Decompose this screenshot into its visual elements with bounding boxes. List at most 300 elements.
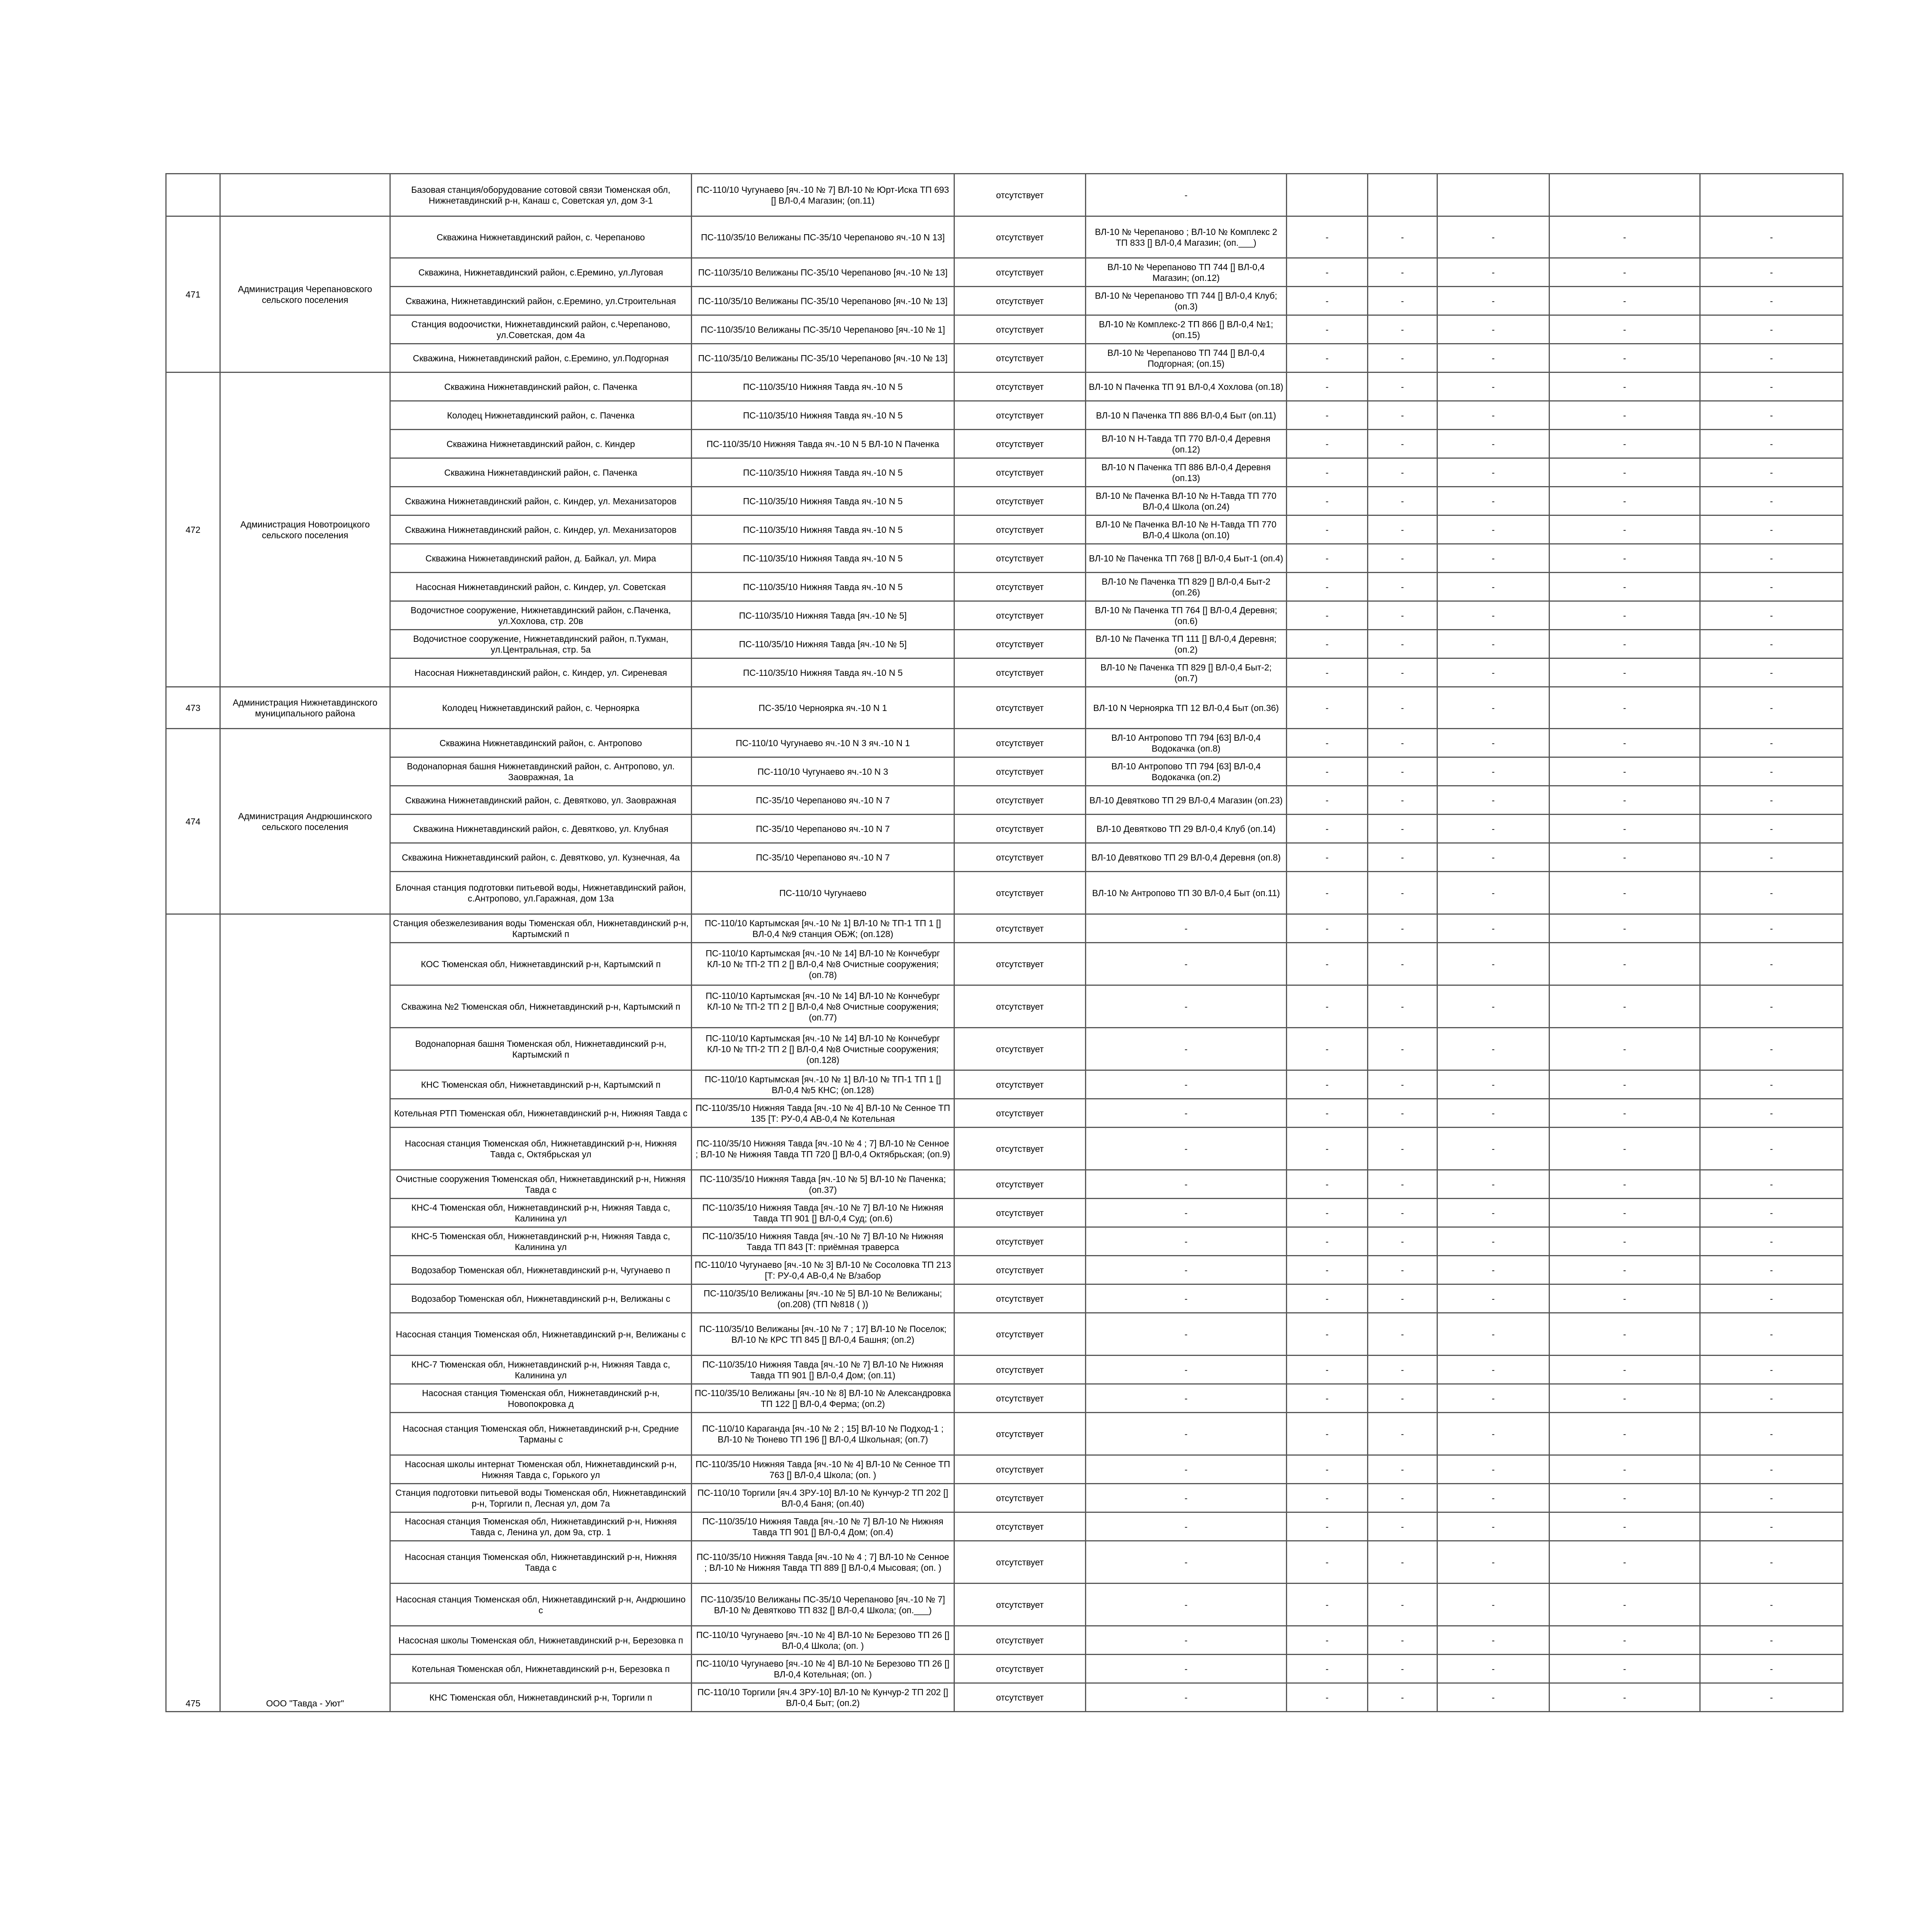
col9-cell: - [1700, 1512, 1843, 1541]
col8-cell: - [1549, 786, 1700, 815]
col7-cell: - [1437, 1455, 1549, 1484]
status-cell: отсутствует [954, 943, 1086, 985]
object-cell: Скважина Нижнетавдинский район, с. Девятково, ул. Клубная [390, 815, 692, 843]
col9-cell: - [1700, 1413, 1843, 1455]
status-cell: отсутствует [954, 515, 1086, 544]
table-row [166, 601, 1843, 630]
col6-cell: - [1368, 344, 1437, 373]
status-cell: отсутствует [954, 1284, 1086, 1313]
col6-cell: - [1368, 1626, 1437, 1655]
col8-cell: - [1549, 1128, 1700, 1170]
status-cell: отсутствует [954, 458, 1086, 487]
line-cell: - [1086, 1256, 1287, 1284]
supply-source-cell: ПС-110/10 Картымская [яч.-10 № 14] ВЛ-10 № Кончебург КЛ-10 № ТП-2 ТП 2 [] ВЛ-0,4 №8 Очистные сооружения; (оп.128) [692, 1028, 954, 1070]
col9-cell: - [1700, 1484, 1843, 1512]
object-cell: Скважина Нижнетавдинский район, с. Паченка [390, 458, 692, 487]
line-cell: ВЛ-10 № Черепаново ; ВЛ-10 № Комплекс 2 ТП 833 [] ВЛ-0,4 Магазин; (оп.___) [1086, 216, 1287, 258]
line-cell: - [1086, 1683, 1287, 1712]
object-cell: Скважина Нижнетавдинский район, с. Киндер, ул. Механизаторов [390, 487, 692, 515]
col6-cell: - [1368, 914, 1437, 943]
col5-cell: - [1287, 258, 1368, 287]
col7-cell: - [1437, 943, 1549, 985]
col8-cell: - [1549, 1384, 1700, 1413]
supply-source-cell: ПС-110/35/10 Нижняя Тавда яч.-10 N 5 [692, 458, 954, 487]
col8-cell: - [1549, 1227, 1700, 1256]
line-cell: ВЛ-10 N Н-Тавда ТП 770 ВЛ-0,4 Деревня (оп.12) [1086, 430, 1287, 458]
organization-cell: Администрация Нижнетавдинского муниципального района [220, 687, 390, 729]
col7-cell: - [1437, 687, 1549, 729]
table-row [166, 1199, 1843, 1227]
col6-cell: - [1368, 1413, 1437, 1455]
col5-cell: - [1287, 687, 1368, 729]
col7-cell: - [1437, 1584, 1549, 1626]
col9-cell: - [1700, 287, 1843, 315]
supply-source-cell: ПС-110/10 Торгили [яч.4 ЗРУ-10] ВЛ-10 № Кунчур-2 ТП 202 [] ВЛ-0,4 Баня; (оп.40) [692, 1484, 954, 1512]
col6-cell: - [1368, 1284, 1437, 1313]
col8-cell: - [1549, 430, 1700, 458]
col5-cell: - [1287, 1655, 1368, 1683]
table-row [166, 1099, 1843, 1128]
col9-cell: - [1700, 601, 1843, 630]
col6-cell: - [1368, 786, 1437, 815]
col6-cell [1368, 174, 1437, 216]
object-cell: Скважина №2 Тюменская обл, Нижнетавдинский р-н, Картымский п [390, 985, 692, 1028]
col6-cell: - [1368, 1170, 1437, 1199]
col7-cell: - [1437, 315, 1549, 344]
line-cell: ВЛ-10 Антропово ТП 794 [63] ВЛ-0,4 Водокачка (оп.2) [1086, 757, 1287, 786]
supply-source-cell: ПС-110/35/10 Велижаны ПС-35/10 Черепаново [яч.-10 № 1] [692, 315, 954, 344]
table-row [166, 315, 1843, 344]
col7-cell: - [1437, 544, 1549, 573]
col7-cell: - [1437, 729, 1549, 757]
line-cell: ВЛ-10 № Черепаново ТП 744 [] ВЛ-0,4 Магазин; (оп.12) [1086, 258, 1287, 287]
line-cell: - [1086, 1541, 1287, 1584]
col9-cell: - [1700, 843, 1843, 872]
col5-cell: - [1287, 1170, 1368, 1199]
col6-cell: - [1368, 687, 1437, 729]
document-page [165, 173, 1842, 1712]
col8-cell: - [1549, 1683, 1700, 1712]
col8-cell: - [1549, 630, 1700, 658]
col6-cell: - [1368, 985, 1437, 1028]
col9-cell: - [1700, 729, 1843, 757]
col6-cell: - [1368, 430, 1437, 458]
object-cell: Водонапорная башня Тюменская обл, Нижнетавдинский р-н, Картымский п [390, 1028, 692, 1070]
col6-cell: - [1368, 1584, 1437, 1626]
col5-cell: - [1287, 729, 1368, 757]
object-cell: Скважина, Нижнетавдинский район, с.Еремино, ул.Подгорная [390, 344, 692, 373]
col7-cell: - [1437, 1227, 1549, 1256]
supply-source-cell: ПС-110/35/10 Нижняя Тавда [яч.-10 № 7] ВЛ-10 № Нижняя Тавда ТП 901 [] ВЛ-0,4 Суд; (оп.6) [692, 1199, 954, 1227]
col7-cell: - [1437, 1626, 1549, 1655]
object-cell: КНС-5 Тюменская обл, Нижнетавдинский р-н, Нижняя Тавда с, Калинина ул [390, 1227, 692, 1256]
status-cell: отсутствует [954, 573, 1086, 601]
status-cell: отсутствует [954, 872, 1086, 914]
col5-cell: - [1287, 458, 1368, 487]
col9-cell: - [1700, 943, 1843, 985]
col6-cell: - [1368, 373, 1437, 401]
col8-cell: - [1549, 1070, 1700, 1099]
col5-cell: - [1287, 658, 1368, 687]
col7-cell: - [1437, 373, 1549, 401]
col9-cell: - [1700, 1128, 1843, 1170]
col7-cell: - [1437, 487, 1549, 515]
col5-cell [1287, 174, 1368, 216]
table-row [166, 1356, 1843, 1384]
line-cell: - [1086, 1413, 1287, 1455]
status-cell: отсутствует [954, 1199, 1086, 1227]
col6-cell: - [1368, 1484, 1437, 1512]
col7-cell: - [1437, 658, 1549, 687]
status-cell: отсутствует [954, 1626, 1086, 1655]
col9-cell: - [1700, 1683, 1843, 1712]
table-row [166, 1512, 1843, 1541]
supply-source-cell: ПС-35/10 Черноярка яч.-10 N 1 [692, 687, 954, 729]
line-cell: - [1086, 1170, 1287, 1199]
col8-cell: - [1549, 1256, 1700, 1284]
col5-cell: - [1287, 943, 1368, 985]
col9-cell: - [1700, 1655, 1843, 1683]
col7-cell: - [1437, 1199, 1549, 1227]
status-cell: отсутствует [954, 1256, 1086, 1284]
col8-cell: - [1549, 216, 1700, 258]
col5-cell: - [1287, 1284, 1368, 1313]
col5-cell: - [1287, 601, 1368, 630]
object-cell: Котельная Тюменская обл, Нижнетавдинский р-н, Березовка п [390, 1655, 692, 1683]
object-cell: Водочистное сооружение, Нижнетавдинский район, с.Паченка, ул.Хохлова, стр. 20в [390, 601, 692, 630]
line-cell: ВЛ-10 Девятково ТП 29 ВЛ-0,4 Деревня (оп.8) [1086, 843, 1287, 872]
col7-cell: - [1437, 430, 1549, 458]
col7-cell: - [1437, 1313, 1549, 1356]
col5-cell: - [1287, 786, 1368, 815]
table-row [166, 1541, 1843, 1584]
col9-cell: - [1700, 1584, 1843, 1626]
supply-source-cell: ПС-110/35/10 Велижаны ПС-35/10 Черепаново [яч.-10 № 13] [692, 344, 954, 373]
table-row [166, 985, 1843, 1028]
object-cell: Водозабор Тюменская обл, Нижнетавдинский р-н, Чугунаево п [390, 1256, 692, 1284]
col9-cell: - [1700, 1356, 1843, 1384]
line-cell: ВЛ-10 N Паченка ТП 886 ВЛ-0,4 Быт (оп.11) [1086, 401, 1287, 430]
col5-cell: - [1287, 1356, 1368, 1384]
col5-cell: - [1287, 287, 1368, 315]
col7-cell: - [1437, 1170, 1549, 1199]
col6-cell: - [1368, 943, 1437, 985]
group-number-cell: 475 [166, 914, 220, 1712]
supply-source-cell: ПС-110/35/10 Велижаны ПС-35/10 Черепаново яч.-10 N 13] [692, 216, 954, 258]
status-cell: отсутствует [954, 815, 1086, 843]
col5-cell: - [1287, 1227, 1368, 1256]
supply-source-cell: ПС-110/35/10 Нижняя Тавда яч.-10 N 5 [692, 658, 954, 687]
col5-cell: - [1287, 872, 1368, 914]
col7-cell [1437, 174, 1549, 216]
col8-cell: - [1549, 1313, 1700, 1356]
col7-cell: - [1437, 985, 1549, 1028]
line-cell: - [1086, 1099, 1287, 1128]
col7-cell: - [1437, 815, 1549, 843]
object-cell: Скважина Нижнетавдинский район, с. Черепаново [390, 216, 692, 258]
object-cell: Котельная РТП Тюменская обл, Нижнетавдинский р-н, Нижняя Тавда с [390, 1099, 692, 1128]
col9-cell: - [1700, 258, 1843, 287]
status-cell: отсутствует [954, 1313, 1086, 1356]
table-row [166, 1455, 1843, 1484]
status-cell: отсутствует [954, 1028, 1086, 1070]
supply-source-cell: ПС-110/35/10 Нижняя Тавда [яч.-10 № 4] ВЛ-10 № Сенное ТП 763 [] ВЛ-0,4 Школа; (оп. ) [692, 1455, 954, 1484]
supply-source-cell: ПС-110/35/10 Велижаны ПС-35/10 Черепаново [яч.-10 № 13] [692, 258, 954, 287]
organization-cell [220, 174, 390, 216]
col8-cell: - [1549, 1199, 1700, 1227]
status-cell: отсутствует [954, 487, 1086, 515]
col6-cell: - [1368, 1313, 1437, 1356]
status-cell: отсутствует [954, 1512, 1086, 1541]
table-row [166, 515, 1843, 544]
col6-cell: - [1368, 258, 1437, 287]
col5-cell: - [1287, 1413, 1368, 1455]
col9-cell [1700, 174, 1843, 216]
object-cell: Скважина, Нижнетавдинский район, с.Еремино, ул.Строительная [390, 287, 692, 315]
col6-cell: - [1368, 287, 1437, 315]
table-row [166, 544, 1843, 573]
supply-source-cell: ПС-110/35/10 Нижняя Тавда яч.-10 N 5 [692, 544, 954, 573]
status-cell: отсутствует [954, 1584, 1086, 1626]
col9-cell: - [1700, 573, 1843, 601]
supply-source-cell: ПС-110/35/10 Нижняя Тавда яч.-10 N 5 [692, 401, 954, 430]
table-row [166, 1683, 1843, 1712]
object-cell: Скважина Нижнетавдинский район, с. Девятково, ул. Заовражная [390, 786, 692, 815]
status-cell: отсутствует [954, 216, 1086, 258]
col8-cell: - [1549, 1655, 1700, 1683]
supply-source-cell: ПС-110/10 Чугунаево яч.-10 N 3 яч.-10 N 1 [692, 729, 954, 757]
table-row [166, 1313, 1843, 1356]
table-row [166, 1070, 1843, 1099]
table-row [166, 943, 1843, 985]
col9-cell: - [1700, 430, 1843, 458]
table-row [166, 1626, 1843, 1655]
line-cell: ВЛ-10 № Паченка ТП 764 [] ВЛ-0,4 Деревня; (оп.6) [1086, 601, 1287, 630]
col7-cell: - [1437, 216, 1549, 258]
col9-cell: - [1700, 687, 1843, 729]
line-cell: - [1086, 1655, 1287, 1683]
object-cell: Скважина Нижнетавдинский район, д. Байкал, ул. Мира [390, 544, 692, 573]
col7-cell: - [1437, 1541, 1549, 1584]
col5-cell: - [1287, 1028, 1368, 1070]
supply-source-cell: ПС-110/35/10 Нижняя Тавда [яч.-10 № 5] [692, 630, 954, 658]
col7-cell: - [1437, 287, 1549, 315]
col6-cell: - [1368, 1455, 1437, 1484]
object-cell: КОС Тюменская обл, Нижнетавдинский р-н, Картымский п [390, 943, 692, 985]
col9-cell: - [1700, 630, 1843, 658]
object-cell: Насосная станция Тюменская обл, Нижнетавдинский р-н, Новопокровка д [390, 1384, 692, 1413]
supply-source-cell: ПС-110/35/10 Велижаны [яч.-10 № 7 ; 17] ВЛ-10 № Поселок; ВЛ-10 № КРС ТП 845 [] ВЛ-0,4 Башня; (оп.2) [692, 1313, 954, 1356]
supply-source-cell: ПС-110/35/10 Велижаны ПС-35/10 Черепаново [яч.-10 № 13] [692, 287, 954, 315]
table-row [166, 430, 1843, 458]
status-cell: отсутствует [954, 315, 1086, 344]
col8-cell: - [1549, 1484, 1700, 1512]
col7-cell: - [1437, 630, 1549, 658]
status-cell: отсутствует [954, 729, 1086, 757]
col9-cell: - [1700, 1256, 1843, 1284]
col6-cell: - [1368, 1199, 1437, 1227]
col7-cell: - [1437, 1683, 1549, 1712]
line-cell: ВЛ-10 № Паченка ТП 768 [] ВЛ-0,4 Быт-1 (оп.4) [1086, 544, 1287, 573]
line-cell: ВЛ-10 № Паченка ТП 829 [] ВЛ-0,4 Быт-2; (оп.7) [1086, 658, 1287, 687]
status-cell: отсутствует [954, 1170, 1086, 1199]
line-cell: - [1086, 1070, 1287, 1099]
col6-cell: - [1368, 216, 1437, 258]
col8-cell: - [1549, 985, 1700, 1028]
supply-source-cell: ПС-110/35/10 Нижняя Тавда яч.-10 N 5 [692, 487, 954, 515]
line-cell: ВЛ-10 № Паченка ВЛ-10 № Н-Тавда ТП 770 ВЛ-0,4 Школа (оп.24) [1086, 487, 1287, 515]
object-cell: Базовая станция/оборудование сотовой связи Тюменская обл, Нижнетавдинский р-н, Канаш с, Советская ул, дом 3-1 [390, 174, 692, 216]
status-cell: отсутствует [954, 1413, 1086, 1455]
col5-cell: - [1287, 373, 1368, 401]
table-row [166, 729, 1843, 757]
line-cell: ВЛ-10 Девятково ТП 29 ВЛ-0,4 Магазин (оп.23) [1086, 786, 1287, 815]
col7-cell: - [1437, 843, 1549, 872]
object-cell: Насосная станция Тюменская обл, Нижнетавдинский р-н, Нижняя Тавда с, Октябрьская ул [390, 1128, 692, 1170]
col6-cell: - [1368, 1028, 1437, 1070]
col6-cell: - [1368, 630, 1437, 658]
col5-cell: - [1287, 985, 1368, 1028]
line-cell: - [1086, 1484, 1287, 1512]
supply-source-cell: ПС-110/10 Чугунаево [яч.-10 № 4] ВЛ-10 № Березово ТП 26 [] ВЛ-0,4 Котельная; (оп. ) [692, 1655, 954, 1683]
status-cell: отсутствует [954, 174, 1086, 216]
table-row [166, 843, 1843, 872]
supply-source-cell: ПС-110/10 Картымская [яч.-10 № 14] ВЛ-10 № Кончебург КЛ-10 № ТП-2 ТП 2 [] ВЛ-0,4 №8 Очистные сооружения; (оп.77) [692, 985, 954, 1028]
organization-cell: Администрация Новотроицкого сельского поселения [220, 373, 390, 687]
status-cell: отсутствует [954, 401, 1086, 430]
object-cell: Скважина Нижнетавдинский район, с. Киндер [390, 430, 692, 458]
table-row [166, 914, 1843, 943]
table-row [166, 258, 1843, 287]
group-number-cell [166, 174, 220, 216]
col9-cell: - [1700, 1199, 1843, 1227]
col5-cell: - [1287, 1070, 1368, 1099]
supply-source-cell: ПС-110/35/10 Нижняя Тавда [яч.-10 № 4 ; 7] ВЛ-10 № Сенное ; ВЛ-10 № Нижняя Тавда ТП 720 [] ВЛ-0,4 Октябрьская; (оп.9) [692, 1128, 954, 1170]
col5-cell: - [1287, 1455, 1368, 1484]
line-cell: - [1086, 943, 1287, 985]
col8-cell: - [1549, 573, 1700, 601]
table-row [166, 344, 1843, 373]
table-row [166, 373, 1843, 401]
line-cell: - [1086, 985, 1287, 1028]
object-cell: Водозабор Тюменская обл, Нижнетавдинский р-н, Велижаны с [390, 1284, 692, 1313]
col7-cell: - [1437, 515, 1549, 544]
status-cell: отсутствует [954, 630, 1086, 658]
supply-source-cell: ПС-110/10 Картымская [яч.-10 № 1] ВЛ-10 № ТП-1 ТП 1 [] ВЛ-0,4 №5 КНС; (оп.128) [692, 1070, 954, 1099]
supply-source-cell: ПС-110/10 Торгили [яч.4 ЗРУ-10] ВЛ-10 № Кунчур-2 ТП 202 [] ВЛ-0,4 Быт; (оп.2) [692, 1683, 954, 1712]
line-cell: - [1086, 1512, 1287, 1541]
col5-cell: - [1287, 1099, 1368, 1128]
col6-cell: - [1368, 1384, 1437, 1413]
status-cell: отсутствует [954, 544, 1086, 573]
table-row [166, 1227, 1843, 1256]
col9-cell: - [1700, 786, 1843, 815]
supply-source-cell: ПС-110/10 Караганда [яч.-10 № 2 ; 15] ВЛ-10 № Подход-1 ; ВЛ-10 № Тюнево ТП 196 [] ВЛ-0,4 Школьная; (оп.7) [692, 1413, 954, 1455]
line-cell: ВЛ-10 № Паченка ТП 829 [] ВЛ-0,4 Быт-2 (оп.26) [1086, 573, 1287, 601]
line-cell: ВЛ-10 N Паченка ТП 886 ВЛ-0,4 Деревня (оп.13) [1086, 458, 1287, 487]
status-cell: отсутствует [954, 1484, 1086, 1512]
col5-cell: - [1287, 1484, 1368, 1512]
line-cell: - [1086, 1284, 1287, 1313]
supply-source-cell: ПС-110/10 Чугунаево яч.-10 N 3 [692, 757, 954, 786]
col9-cell: - [1700, 1541, 1843, 1584]
col8-cell: - [1549, 544, 1700, 573]
object-cell: Водочистное сооружение, Нижнетавдинский район, п.Тукман, ул.Центральная, стр. 5а [390, 630, 692, 658]
object-cell: Станция обезжелезивания воды Тюменская обл, Нижнетавдинский р-н, Картымский п [390, 914, 692, 943]
col8-cell: - [1549, 515, 1700, 544]
col6-cell: - [1368, 1256, 1437, 1284]
supply-source-cell: ПС-110/35/10 Нижняя Тавда яч.-10 N 5 [692, 573, 954, 601]
col5-cell: - [1287, 1256, 1368, 1284]
object-cell: Насосная станция Тюменская обл, Нижнетавдинский р-н, Нижняя Тавда с, Ленина ул, дом 9а, стр. 1 [390, 1512, 692, 1541]
status-cell: отсутствует [954, 344, 1086, 373]
col6-cell: - [1368, 515, 1437, 544]
object-cell: Скважина, Нижнетавдинский район, с.Еремино, ул.Луговая [390, 258, 692, 287]
col9-cell: - [1700, 1455, 1843, 1484]
col8-cell: - [1549, 943, 1700, 985]
col8-cell: - [1549, 1284, 1700, 1313]
object-cell: Насосная школы Тюменская обл, Нижнетавдинский р-н, Березовка п [390, 1626, 692, 1655]
line-cell: - [1086, 1626, 1287, 1655]
col7-cell: - [1437, 344, 1549, 373]
col9-cell: - [1700, 1626, 1843, 1655]
table-row [166, 786, 1843, 815]
data-table [165, 173, 1844, 1712]
line-cell: ВЛ-10 N Черноярка ТП 12 ВЛ-0,4 Быт (оп.36) [1086, 687, 1287, 729]
col8-cell: - [1549, 729, 1700, 757]
col8-cell [1549, 174, 1700, 216]
table-row [166, 573, 1843, 601]
table-row [166, 458, 1843, 487]
col7-cell: - [1437, 1099, 1549, 1128]
object-cell: Скважина Нижнетавдинский район, с. Антропово [390, 729, 692, 757]
supply-source-cell: ПС-110/35/10 Нижняя Тавда [яч.-10 № 7] ВЛ-10 № Нижняя Тавда ТП 901 [] ВЛ-0,4 Дом; (оп.11) [692, 1356, 954, 1384]
col9-cell: - [1700, 872, 1843, 914]
object-cell: Колодец Нижнетавдинский район, с. Паченка [390, 401, 692, 430]
object-cell: Насосная Нижнетавдинский район, с. Киндер, ул. Советская [390, 573, 692, 601]
line-cell: - [1086, 1128, 1287, 1170]
col6-cell: - [1368, 1128, 1437, 1170]
col8-cell: - [1549, 1455, 1700, 1484]
supply-source-cell: ПС-110/35/10 Велижаны [яч.-10 № 8] ВЛ-10 № Александровка ТП 122 [] ВЛ-0,4 Ферма; (оп.2) [692, 1384, 954, 1413]
col7-cell: - [1437, 872, 1549, 914]
col9-cell: - [1700, 985, 1843, 1028]
col5-cell: - [1287, 1683, 1368, 1712]
col7-cell: - [1437, 1028, 1549, 1070]
table-row [166, 1384, 1843, 1413]
status-cell: отсутствует [954, 1099, 1086, 1128]
object-cell: Водонапорная башня Нижнетавдинский район, с. Антропово, ул. Заовражная, 1а [390, 757, 692, 786]
status-cell: отсутствует [954, 1455, 1086, 1484]
supply-source-cell: ПС-110/35/10 Нижняя Тавда [яч.-10 № 7] ВЛ-10 № Нижняя Тавда ТП 901 [] ВЛ-0,4 Дом; (оп.4) [692, 1512, 954, 1541]
col5-cell: - [1287, 1199, 1368, 1227]
col5-cell: - [1287, 914, 1368, 943]
col7-cell: - [1437, 458, 1549, 487]
object-cell: КНС-7 Тюменская обл, Нижнетавдинский р-н, Нижняя Тавда с, Калинина ул [390, 1356, 692, 1384]
status-cell: отсутствует [954, 287, 1086, 315]
col7-cell: - [1437, 1384, 1549, 1413]
col7-cell: - [1437, 1284, 1549, 1313]
line-cell: - [1086, 914, 1287, 943]
line-cell: ВЛ-10 N Паченка ТП 91 ВЛ-0,4 Хохлова (оп.18) [1086, 373, 1287, 401]
status-cell: отсутствует [954, 843, 1086, 872]
col7-cell: - [1437, 258, 1549, 287]
col9-cell: - [1700, 1070, 1843, 1099]
col8-cell: - [1549, 487, 1700, 515]
col6-cell: - [1368, 315, 1437, 344]
status-cell: отсутствует [954, 1541, 1086, 1584]
col9-cell: - [1700, 1384, 1843, 1413]
